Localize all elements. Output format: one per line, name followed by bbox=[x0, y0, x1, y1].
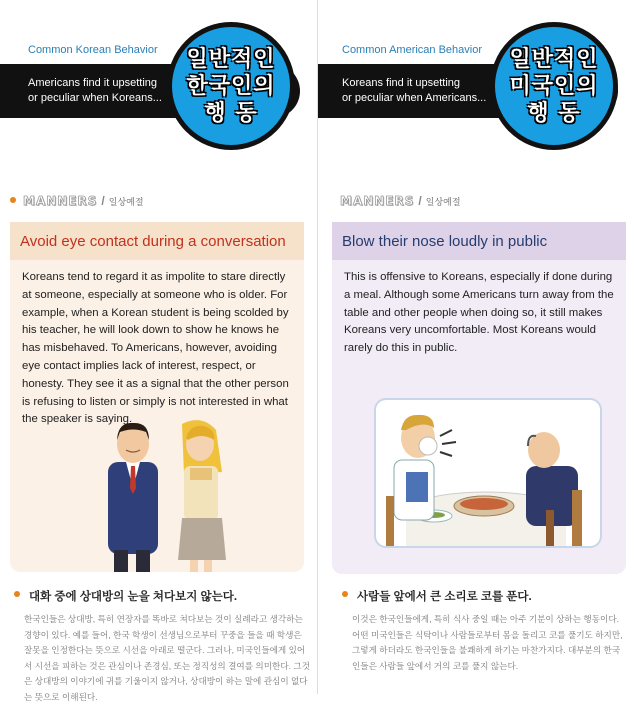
manners-korean-label: 일상예절 bbox=[425, 197, 461, 207]
right-header-subtitle: Common American Behavior bbox=[342, 44, 483, 56]
right-manners-heading bbox=[340, 194, 461, 208]
manners-label: MANNERS bbox=[23, 194, 98, 208]
man-figure-icon bbox=[108, 423, 158, 572]
right-badge-line-1: 일반적인 bbox=[509, 46, 599, 72]
right-korean-title: 사람들 앞에서 큰 소리로 코를 푼다. bbox=[357, 591, 532, 603]
nose-blowing-illustration-frame bbox=[374, 398, 602, 548]
manners-label: MANNERS bbox=[340, 194, 415, 208]
left-korean-body: 한국인들은 상대방, 특히 연장자를 똑바로 쳐다보는 것이 실례라고 생각하는 경향이 있다. 예를 들어, 한국 학생이 선생님으로부터 꾸중을 들을 때 학생은 잘못을 인정한다는 뜻으로 시선을 아래로 떨군다. 그러나, 미국인들에게 있어서 시선을 피하는 것은 관심이나 존경심, 또는 정직성의 결여를 의미한다. 그것은 상대방의 이야기에 귀를 기울이지 않거나, 상대방이 하는 말에 관심이 없다는 뜻으로 이해된다. bbox=[24, 614, 311, 702]
left-band-line-1: Americans find it upsetting bbox=[28, 77, 158, 89]
right-badge-line-2: 미국인의 bbox=[509, 73, 599, 99]
left-band-text bbox=[28, 76, 162, 106]
left-card-title: Avoid eye contact during a conversation bbox=[10, 222, 304, 260]
bullet-dot-icon bbox=[342, 591, 348, 597]
right-korean-title-row bbox=[342, 588, 624, 604]
right-badge-line-3: 행 동 bbox=[527, 100, 581, 126]
right-card-title: Blow their nose loudly in public bbox=[332, 222, 626, 260]
right-band-line-2: or peculiar when Americans... bbox=[342, 92, 487, 104]
bullet-dot-icon bbox=[14, 591, 20, 597]
left-badge-line-1: 일반적인 bbox=[186, 46, 276, 72]
eye-contact-illustration bbox=[90, 410, 240, 572]
left-band-line-2: or peculiar when Koreans... bbox=[28, 92, 162, 104]
right-korean-section bbox=[342, 588, 624, 674]
left-badge-line-3: 행 동 bbox=[204, 100, 258, 126]
right-title-badge bbox=[490, 22, 618, 150]
left-card-body: Koreans tend to regard it as impolite to stare directly at someone, especially at someone who is older. For example, when a Korean student is being scolded by his teacher, he will look down to show he knows he has misbehaved. To Americans, however, avoiding eye contact implies lack of interest, respect, or honesty. They see it as a signal that the other person is refusing to listen or simply is not interested in what the speaker is saying. bbox=[22, 271, 289, 426]
manners-korean-label: 일상예절 bbox=[108, 197, 144, 207]
left-badge-line-2: 한국인의 bbox=[186, 73, 276, 99]
slash-divider: / bbox=[418, 194, 422, 208]
bullet-dot-icon bbox=[10, 197, 16, 203]
right-band-line-1: Koreans find it upsetting bbox=[342, 77, 461, 89]
left-korean-title: 대화 중에 상대방의 눈을 쳐다보지 않는다. bbox=[29, 591, 238, 603]
right-card-body: This is offensive to Koreans, especially if done during a meal. Although some Americans turn away from the table and other people when doing so, it still makes Koreans very uncomfortable. Most Koreans would rarely do this in public. bbox=[344, 271, 614, 355]
nose-blowing-illustration bbox=[376, 400, 600, 546]
left-korean-section bbox=[14, 588, 310, 705]
left-manners-heading bbox=[10, 194, 144, 208]
left-page bbox=[0, 0, 317, 702]
right-page bbox=[317, 0, 634, 694]
right-band-text bbox=[342, 76, 486, 106]
left-title-badge bbox=[167, 22, 295, 150]
slash-divider: / bbox=[101, 194, 105, 208]
left-header-subtitle: Common Korean Behavior bbox=[28, 44, 158, 56]
right-korean-body: 이것은 한국인들에게, 특히 식사 중일 때는 아주 기분이 상하는 행동이다. 어떤 미국인들은 식탁이나 사람들로부터 몸을 돌리고 코를 풀기도 하지만, 그렇게 하더라도 한국인들을 불쾌하게 하기는 마찬가지다. 대부분의 한국인들은 사람들 앞에서 거의 코를 풀지 않는다. bbox=[352, 614, 623, 671]
left-korean-title-row bbox=[14, 588, 310, 604]
woman-figure-icon bbox=[178, 420, 226, 572]
